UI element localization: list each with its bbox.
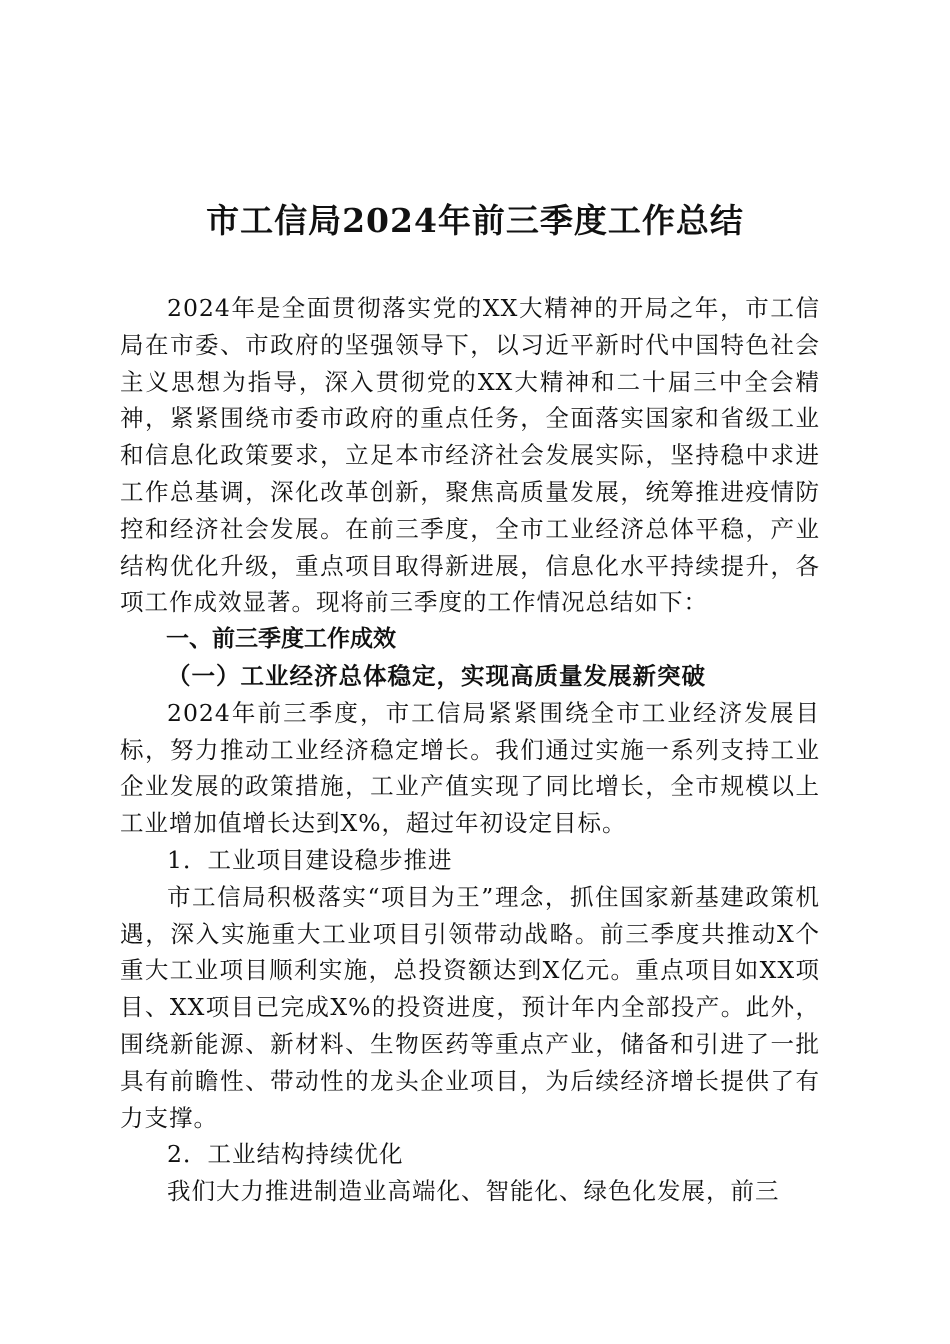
document-body [120,290,820,1210]
subsection-paragraph-industrial-economy: 2024年前三季度，市工信局紧紧围绕全市工业经济发展目标，努力推动工业经济稳定增长。我们通过实施一系列支持工业企业发展的政策措施，工业产值实现了同比增长，全市规模以上工业增加值增长达到X%，超过年初设定目标。 [120,698,820,838]
section-heading-achievements: 一、前三季度工作成效 [166,626,396,653]
subsection-heading-industrial-economy: （一）工业经济总体稳定，实现高质量发展新突破 [167,661,706,690]
item-paragraph-project-construction: 市工信局积极落实“项目为王”理念，抓住国家新基建政策机遇，深入实施重大工业项目引领带动战略。前三季度共推动X个重大工业项目顺利实施，总投资额达到X亿元。重点项目如XX项目、XX项目已完成X%的投资进度，预计年内全部投产。此外，围绕新能源、新材料、生物医药等重点产业，储备和引进了一批具有前瞻性、带动性的龙头企业项目，为后续经济增长提供了有力支撑。 [120,882,820,1132]
document-title: 市工信局2024年前三季度工作总结 [206,201,744,240]
intro-paragraph: 2024年是全面贯彻落实党的XX大精神的开局之年，市工信局在市委、市政府的坚强领导下，以习近平新时代中国特色社会主义思想为指导，深入贯彻党的XX大精神和二十届三中全会精神，紧紧围绕市委市政府的重点任务，全面落实国家和省级工业和信息化政策要求，立足本市经济社会发展实际，坚持稳中求进工作总基调，深化改革创新，聚焦高质量发展，统筹推进疫情防控和经济社会发展。在前三季度，全市工业经济总体平稳，产业结构优化升级，重点项目取得新进展，信息化水平持续提升，各项工作成效显著。现将前三季度的工作情况总结如下： [120,294,820,617]
item-paragraph-structure-optimization: 我们大力推进制造业高端化、智能化、绿色化发展，前三 [167,1177,780,1206]
item-heading-project-construction: 1．工业项目建设稳步推进 [167,845,453,874]
item-heading-structure-optimization: 2．工业结构持续优化 [167,1140,404,1169]
